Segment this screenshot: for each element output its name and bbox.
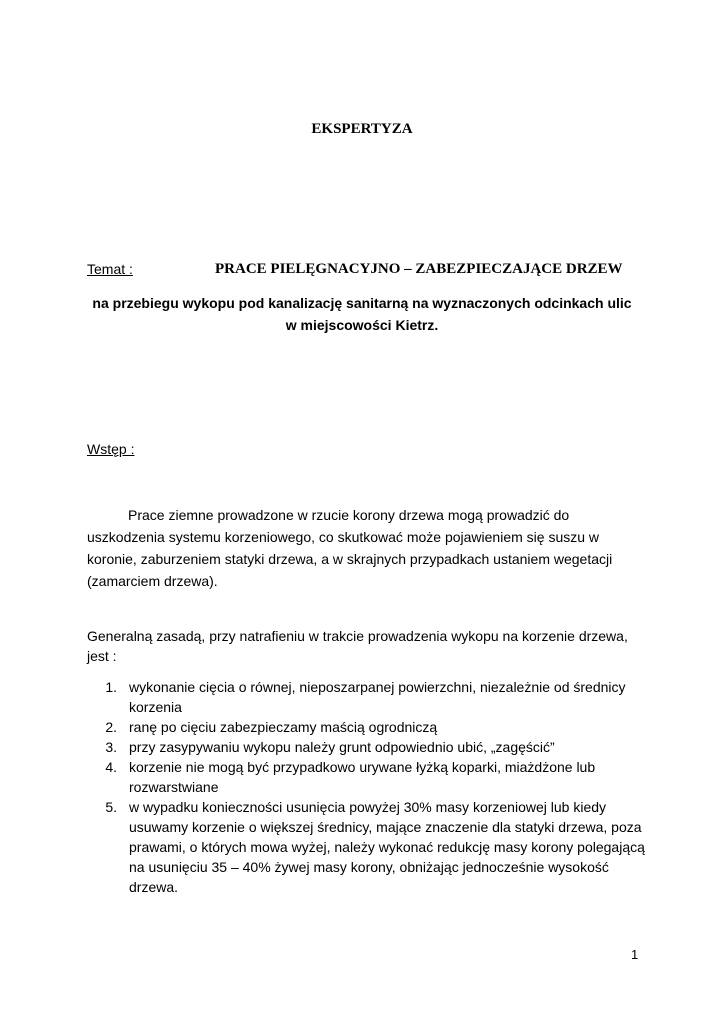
list-item-number: 4. bbox=[105, 759, 117, 775]
subtitle-line-2: w miejscowości Kietrz. bbox=[285, 317, 439, 333]
list-item bbox=[87, 677, 647, 717]
page-number: 1 bbox=[631, 947, 639, 962]
list-item-number: 1. bbox=[105, 679, 117, 695]
list-item-number: 3. bbox=[105, 739, 117, 755]
list-item-text: przy zasypywaniu wykopu należy grunt odpowiednio ubić, „zagęścić” bbox=[129, 739, 555, 755]
list-item bbox=[87, 797, 647, 897]
intro-label: Wstęp : bbox=[87, 441, 135, 457]
list-item-text: wykonanie cięcia o równej, nieposzarpanej powierzchni, niezależnie od średnicy korzenia bbox=[129, 679, 626, 715]
rule-paragraph: Generalną zasadą, przy natrafieniu w trakcie prowadzenia wykopu na korzenie drzewa, jest : bbox=[87, 628, 628, 664]
subtitle bbox=[70, 292, 654, 336]
list-item-number: 2. bbox=[105, 719, 117, 735]
subtitle-line-1: na przebiegu wykopu pod kanalizację sanitarną na wyznaczonych odcinkach ulic bbox=[92, 295, 632, 311]
list-item bbox=[87, 737, 647, 757]
topic-label: Temat : bbox=[87, 261, 133, 277]
list-item-text: ranę po cięciu zabezpieczamy maścią ogrodniczą bbox=[129, 719, 438, 735]
topic-value: PRACE PIELĘGNACYJNO – ZABEZPIECZAJĄCE DRZEW bbox=[215, 261, 623, 277]
list-item bbox=[87, 757, 647, 797]
list-item-number: 5. bbox=[105, 799, 117, 815]
intro-paragraph bbox=[87, 504, 647, 592]
list-item-text: w wypadku konieczności usunięcia powyżej 30% masy korzeniowej lub kiedy usuwamy korzenie o większej średnicy, mające znaczenie dla statyki drzewa, poza prawami, o których mowa wyżej, należy wykonać redukcję masy korony polegającą na usunięciu 35 – 40% żywej masy korony, obniżając jednocześnie wysokość drzewa. bbox=[129, 799, 645, 895]
intro-paragraph-text: Prace ziemne prowadzone w rzucie korony drzewa mogą prowadzić do uszkodzenia systemu korzeniowego, co skutkować może pojawieniem się suszu w koronie, zaburzeniem statyki drzewa, a w skrajnych przypadkach ustaniem wegetacji (zamarciem drzewa). bbox=[87, 507, 613, 589]
list-item bbox=[87, 717, 647, 737]
rules-list bbox=[87, 677, 647, 897]
list-item-text: korzenie nie mogą być przypadkowo urywane łyżką koparki, miażdżone lub rozwarstwiane bbox=[129, 759, 596, 795]
document-title: EKSPERTYZA bbox=[311, 121, 413, 137]
